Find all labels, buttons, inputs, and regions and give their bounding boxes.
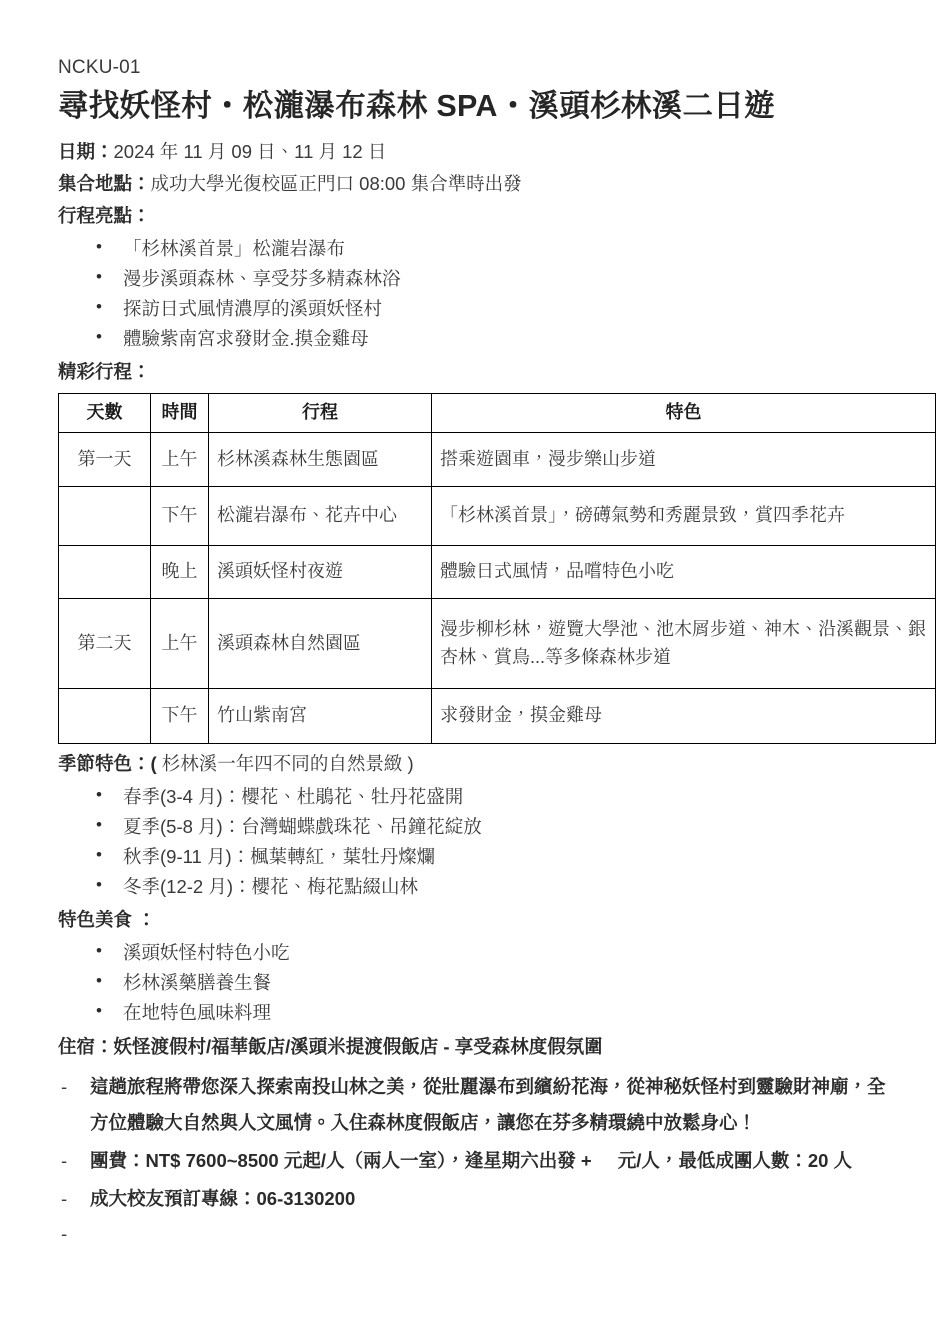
accommodation-line: 住宿：妖怪渡假村/福華飯店/溪頭米提渡假飯店 - 享受森林度假氛圍 bbox=[58, 1035, 603, 1057]
cell-plan: 竹山紫南宮 bbox=[209, 689, 432, 744]
note-price-part1: 團費：NT$ 7600~8500 元起/人（兩人一室），逢星期六出發 + bbox=[90, 1150, 592, 1172]
note-price-part2: 元/人，最低成團人數：20 人 bbox=[617, 1150, 853, 1172]
table-row bbox=[59, 689, 936, 744]
table-row bbox=[59, 487, 936, 546]
cell-time: 上午 bbox=[151, 433, 209, 487]
column-header-time: 時間 bbox=[151, 394, 209, 433]
cell-feature: 「杉林溪首景」，磅礡氣勢和秀麗景致，賞四季花卉 bbox=[432, 487, 936, 546]
cell-plan: 杉林溪森林生態園區 bbox=[209, 433, 432, 487]
table-row bbox=[59, 546, 936, 599]
list-item: • 冬季(12-2 月)：櫻花、梅花點綴山林 bbox=[58, 872, 891, 902]
table-header-row bbox=[59, 394, 936, 433]
cell-day bbox=[59, 546, 151, 599]
note-hotline: - 成大校友預訂專線：06-3130200 bbox=[58, 1181, 891, 1217]
itinerary-heading: 精彩行程： bbox=[58, 360, 151, 382]
list-item: • 杉林溪藥膳養生餐 bbox=[58, 968, 891, 998]
note-price bbox=[58, 1143, 891, 1179]
seasons-heading-bold: 季節特色：( bbox=[58, 753, 157, 775]
cell-time: 晚上 bbox=[151, 546, 209, 599]
itinerary-table-wrapper bbox=[58, 393, 926, 744]
cell-time: 下午 bbox=[151, 487, 209, 546]
cell-time: 下午 bbox=[151, 689, 209, 744]
cell-day bbox=[59, 689, 151, 744]
page-title: 尋找妖怪村・松瀧瀑布森林 SPA・溪頭杉林溪二日遊 bbox=[58, 88, 775, 123]
date-label: 日期： bbox=[58, 141, 114, 163]
highlights-heading: 行程亮點： bbox=[58, 204, 151, 226]
meeting-point-line bbox=[58, 168, 891, 200]
list-item: • 秋季(9-11 月)：楓葉轉紅，葉牡丹燦爛 bbox=[58, 842, 891, 872]
cell-plan: 溪頭森林自然園區 bbox=[209, 599, 432, 689]
list-item: • 春季(3-4 月)：櫻花、杜鵑花、牡丹花盛開 bbox=[58, 782, 891, 812]
column-header-day: 天數 bbox=[59, 394, 151, 433]
list-item: • 「杉林溪首景」松瀧岩瀑布 bbox=[58, 234, 891, 264]
itinerary-table bbox=[58, 393, 936, 744]
list-item: • 在地特色風味料理 bbox=[58, 998, 891, 1028]
seasons-list bbox=[58, 782, 891, 902]
meeting-point-label: 集合地點： bbox=[58, 173, 151, 195]
seasons-heading bbox=[58, 748, 891, 780]
notes-list bbox=[58, 1069, 891, 1241]
cell-day bbox=[59, 487, 151, 546]
list-item: • 體驗紫南宮求發財金.摸金雞母 bbox=[58, 324, 891, 354]
cell-feature: 體驗日式風情，品嚐特色小吃 bbox=[432, 546, 936, 599]
cell-plan: 松瀧岩瀑布、花卉中心 bbox=[209, 487, 432, 546]
column-header-plan: 行程 bbox=[209, 394, 432, 433]
list-item: • 夏季(5-8 月)：台灣蝴蝶戲珠花、吊鐘花綻放 bbox=[58, 812, 891, 842]
cell-feature: 漫步柳杉林，遊覽大學池、池木屑步道、神木、沿溪觀景、銀杏林、賞鳥...等多條森林步道 bbox=[432, 599, 936, 689]
column-header-feature: 特色 bbox=[432, 394, 936, 433]
cuisine-list bbox=[58, 938, 891, 1028]
table-row bbox=[59, 599, 936, 689]
date-value: 2024 年 11 月 09 日、11 月 12 日 bbox=[113, 141, 387, 163]
list-item: • 溪頭妖怪村特色小吃 bbox=[58, 938, 891, 968]
cell-feature: 搭乘遊園車，漫步樂山步道 bbox=[432, 433, 936, 487]
highlights-list bbox=[58, 234, 891, 354]
cell-feature: 求發財金，摸金雞母 bbox=[432, 689, 936, 744]
note-trailing bbox=[58, 1219, 891, 1241]
meeting-point-value: 成功大學光復校區正門口 08:00 集合準時出發 bbox=[150, 173, 522, 195]
seasons-heading-note: 杉林溪一年四不同的自然景緻 ) bbox=[156, 753, 414, 775]
cell-time: 上午 bbox=[151, 599, 209, 689]
list-item: • 漫步溪頭森林、享受芬多精森林浴 bbox=[58, 264, 891, 294]
table-row bbox=[59, 433, 936, 487]
document-code: NCKU-01 bbox=[58, 57, 141, 78]
date-line bbox=[58, 136, 891, 168]
cell-plan: 溪頭妖怪村夜遊 bbox=[209, 546, 432, 599]
list-item: • 探訪日式風情濃厚的溪頭妖怪村 bbox=[58, 294, 891, 324]
note-description: - 這趟旅程將帶您深入探索南投山林之美，從壯麗瀑布到繽紛花海，從神秘妖怪村到靈驗財神廟，全方位體驗大自然與人文風情。入住森林度假飯店，讓您在芬多精環繞中放鬆身心！ bbox=[58, 1069, 891, 1141]
cell-day: 第二天 bbox=[59, 599, 151, 689]
cell-day: 第一天 bbox=[59, 433, 151, 487]
cuisine-heading: 特色美食 ： bbox=[58, 909, 156, 931]
